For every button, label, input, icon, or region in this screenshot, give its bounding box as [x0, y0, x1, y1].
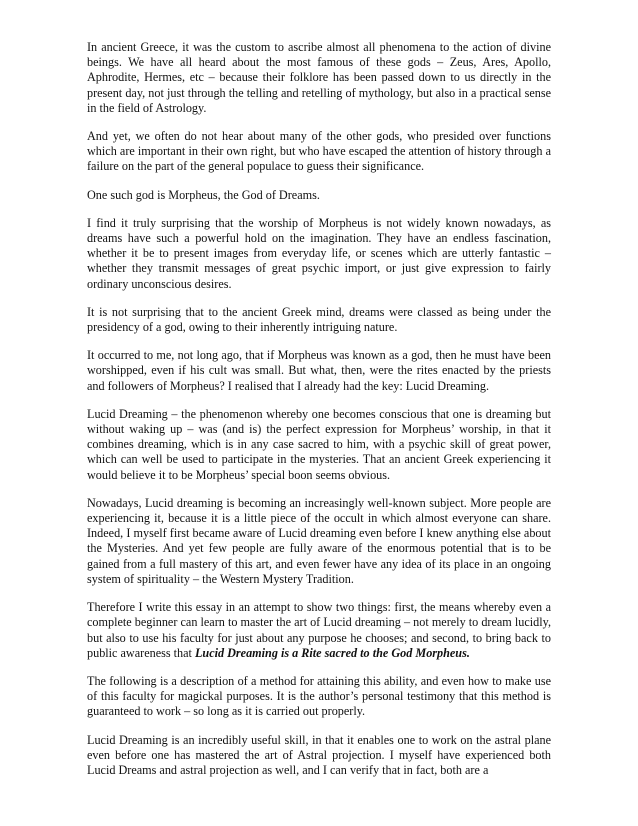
essay-purpose-text: Therefore I write this essay in an attempt to show two things: first, the means whereby even a complete beginner can learn to master the art of Lucid dreaming – not merely to dream lucidly, but also to use his faculty for just about any purpose he chooses; and second, to bring back to public awareness that: [87, 600, 551, 660]
paragraph-method-description: The following is a description of a method for attaining this ability, and even how to make use of this faculty for magickal purposes. It is the author’s personal testimony that this method is guaranteed to work – so long as it is carried out properly.: [87, 673, 551, 719]
paragraph-rites-of-morpheus: It occurred to me, not long ago, that if Morpheus was known as a god, then he must have been worshipped, even if his cult was small. But what, then, were the rites enacted by the priests and followers of Morpheus? I realised that I already had the key: Lucid Dreaming.: [87, 348, 551, 393]
paragraph-greek-gods: In ancient Greece, it was the custom to ascribe almost all phenomena to the action of divine beings. We have all heard about the most famous of these gods – Zeus, Ares, Apollo, Aphrodite, Hermes, etc – because their folklore has been passed down to us directly in the present day, not just through the telling and retelling of mythology, but also in a practical sense in the field of Astrology.: [87, 40, 551, 115]
paragraph-essay-purpose: [87, 600, 551, 661]
paragraph-other-gods: And yet, we often do not hear about many of the other gods, who presided over functions which are important in their own right, but who have escaped the attention of history through a failure on the part of the general populace to guess their significance.: [87, 129, 551, 174]
paragraph-useful-skill: Lucid Dreaming is an incredibly useful skill, in that it enables one to work on the astral plane even before one has mastered the art of Astral projection. I myself have experienced both Lucid Dreams and astral projection as well, and I can verify that in fact, both are a: [87, 732, 551, 777]
paragraph-morpheus-intro: One such god is Morpheus, the God of Dreams.: [87, 187, 320, 202]
paragraph-dreams-fascination: I find it truly surprising that the worship of Morpheus is not widely known nowadays, as dreams have such a powerful hold on the imagination. They have an endless fascination, whether it be to present images from everyday life, or scenes which are utterly fantastic – whether they transmit messages of great psychic import, or just give expression to fairly ordinary unconscious desires.: [87, 215, 551, 291]
paragraph-presidency-of-god: It is not surprising that to the ancient Greek mind, dreams were classed as being under the presidency of a god, owing to their inherently intriguing nature.: [87, 304, 551, 335]
paragraph-lucid-dreaming-definition: Lucid Dreaming – the phenomenon whereby one becomes conscious that one is dreaming but without waking up – was (and is) the perfect expression for Morpheus’ worship, in that it combines dreaming, which is in any case sacred to him, with a psychic skill of great power, which can well be used to participate in the mysteries. That an ancient Greek experiencing it would believe it to be Morpheus’ special boon seems obvious.: [87, 406, 551, 482]
paragraph-nowadays: Nowadays, Lucid dreaming is becoming an increasingly well-known subject. More people are experiencing it, because it is a little piece of the occult in which almost everyone can share. Indeed, I myself first became aware of Lucid dreaming even before I knew anything else about the Mysteries. And yet few people are fully aware of the enormous potential that is to be gained from a full mastery of this art, and even fewer have any idea of its place in an ongoing system of spirituality – the Western Mystery Tradition.: [87, 495, 551, 586]
essay-purpose-emphasis: Lucid Dreaming is a Rite sacred to the God Morpheus.: [194, 645, 470, 660]
document-page: [87, 40, 551, 791]
